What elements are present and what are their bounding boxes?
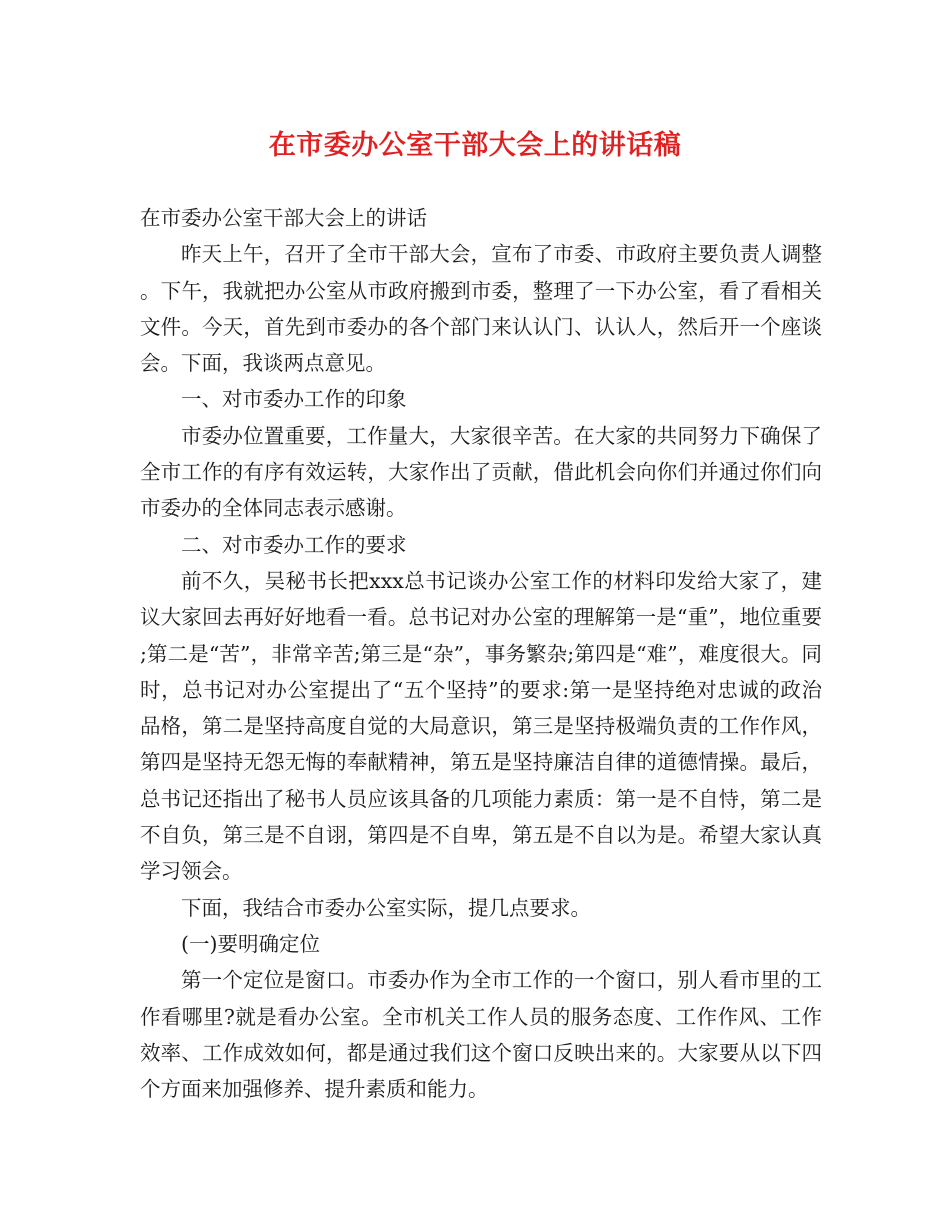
subsection-heading-positioning: (一)要明确定位 xyxy=(181,931,320,956)
paragraph-intro: 昨天上午，召开了全市干部大会，宣布了市委、市政府主要负责人调整。下午，我就把办公室从市政府搬到市委，整理了一下办公室，看了看相关文件。今天，首先到市委办的各个部门来认认门、认认人，然后开一个座谈会。下面，我谈两点意见。 xyxy=(140,242,822,376)
document-title: 在市委办公室干部大会上的讲话稿 xyxy=(268,130,682,161)
section-heading-requirements: 二、对市委办工作的要求 xyxy=(181,532,407,557)
paragraph-transition: 下面，我结合市委办公室实际，提几点要求。 xyxy=(181,895,591,920)
section-heading-impression: 一、对市委办工作的印象 xyxy=(181,387,407,412)
document-body xyxy=(140,200,822,1107)
paragraph-impression: 市委办位置重要，工作量大，大家很辛苦。在大家的共同努力下确保了全市工作的有序有效运转，大家作出了贡献，借此机会向你们并通过你们向市委办的全体同志表示感谢。 xyxy=(140,423,822,521)
paragraph-requirements: 前不久，吴秘书长把xxx总书记谈办公室工作的材料印发给大家了，建议大家回去再好好地看一看。总书记对办公室的理解第一是“重”，地位重要;第二是“苦”，非常辛苦;第三是“杂”，事务繁杂;第四是“难”，难度很大。同时，总书记对办公室提出了“五个坚持”的要求:第一是坚持绝对忠诚的政治品格，第二是坚持高度自觉的大局意识，第三是坚持极端负责的工作作风，第四是坚持无怨无悔的奉献精神，第五是坚持廉洁自律的道德情操。最后，总书记还指出了秘书人员应该具备的几项能力素质：第一是不自恃，第二是不自负，第三是不自诩，第四是不自卑，第五是不自以为是。希望大家认真学习领会。 xyxy=(140,568,822,884)
paragraph-positioning: 第一个定位是窗口。市委办作为全市工作的一个窗口，别人看市里的工作看哪里?就是看办公室。全市机关工作人员的服务态度、工作作风、工作效率、工作成效如何，都是通过我们这个窗口反映出来的。大家要从以下四个方面来加强修养、提升素质和能力。 xyxy=(140,968,822,1102)
paragraph-subtitle: 在市委办公室干部大会上的讲话 xyxy=(140,206,427,230)
